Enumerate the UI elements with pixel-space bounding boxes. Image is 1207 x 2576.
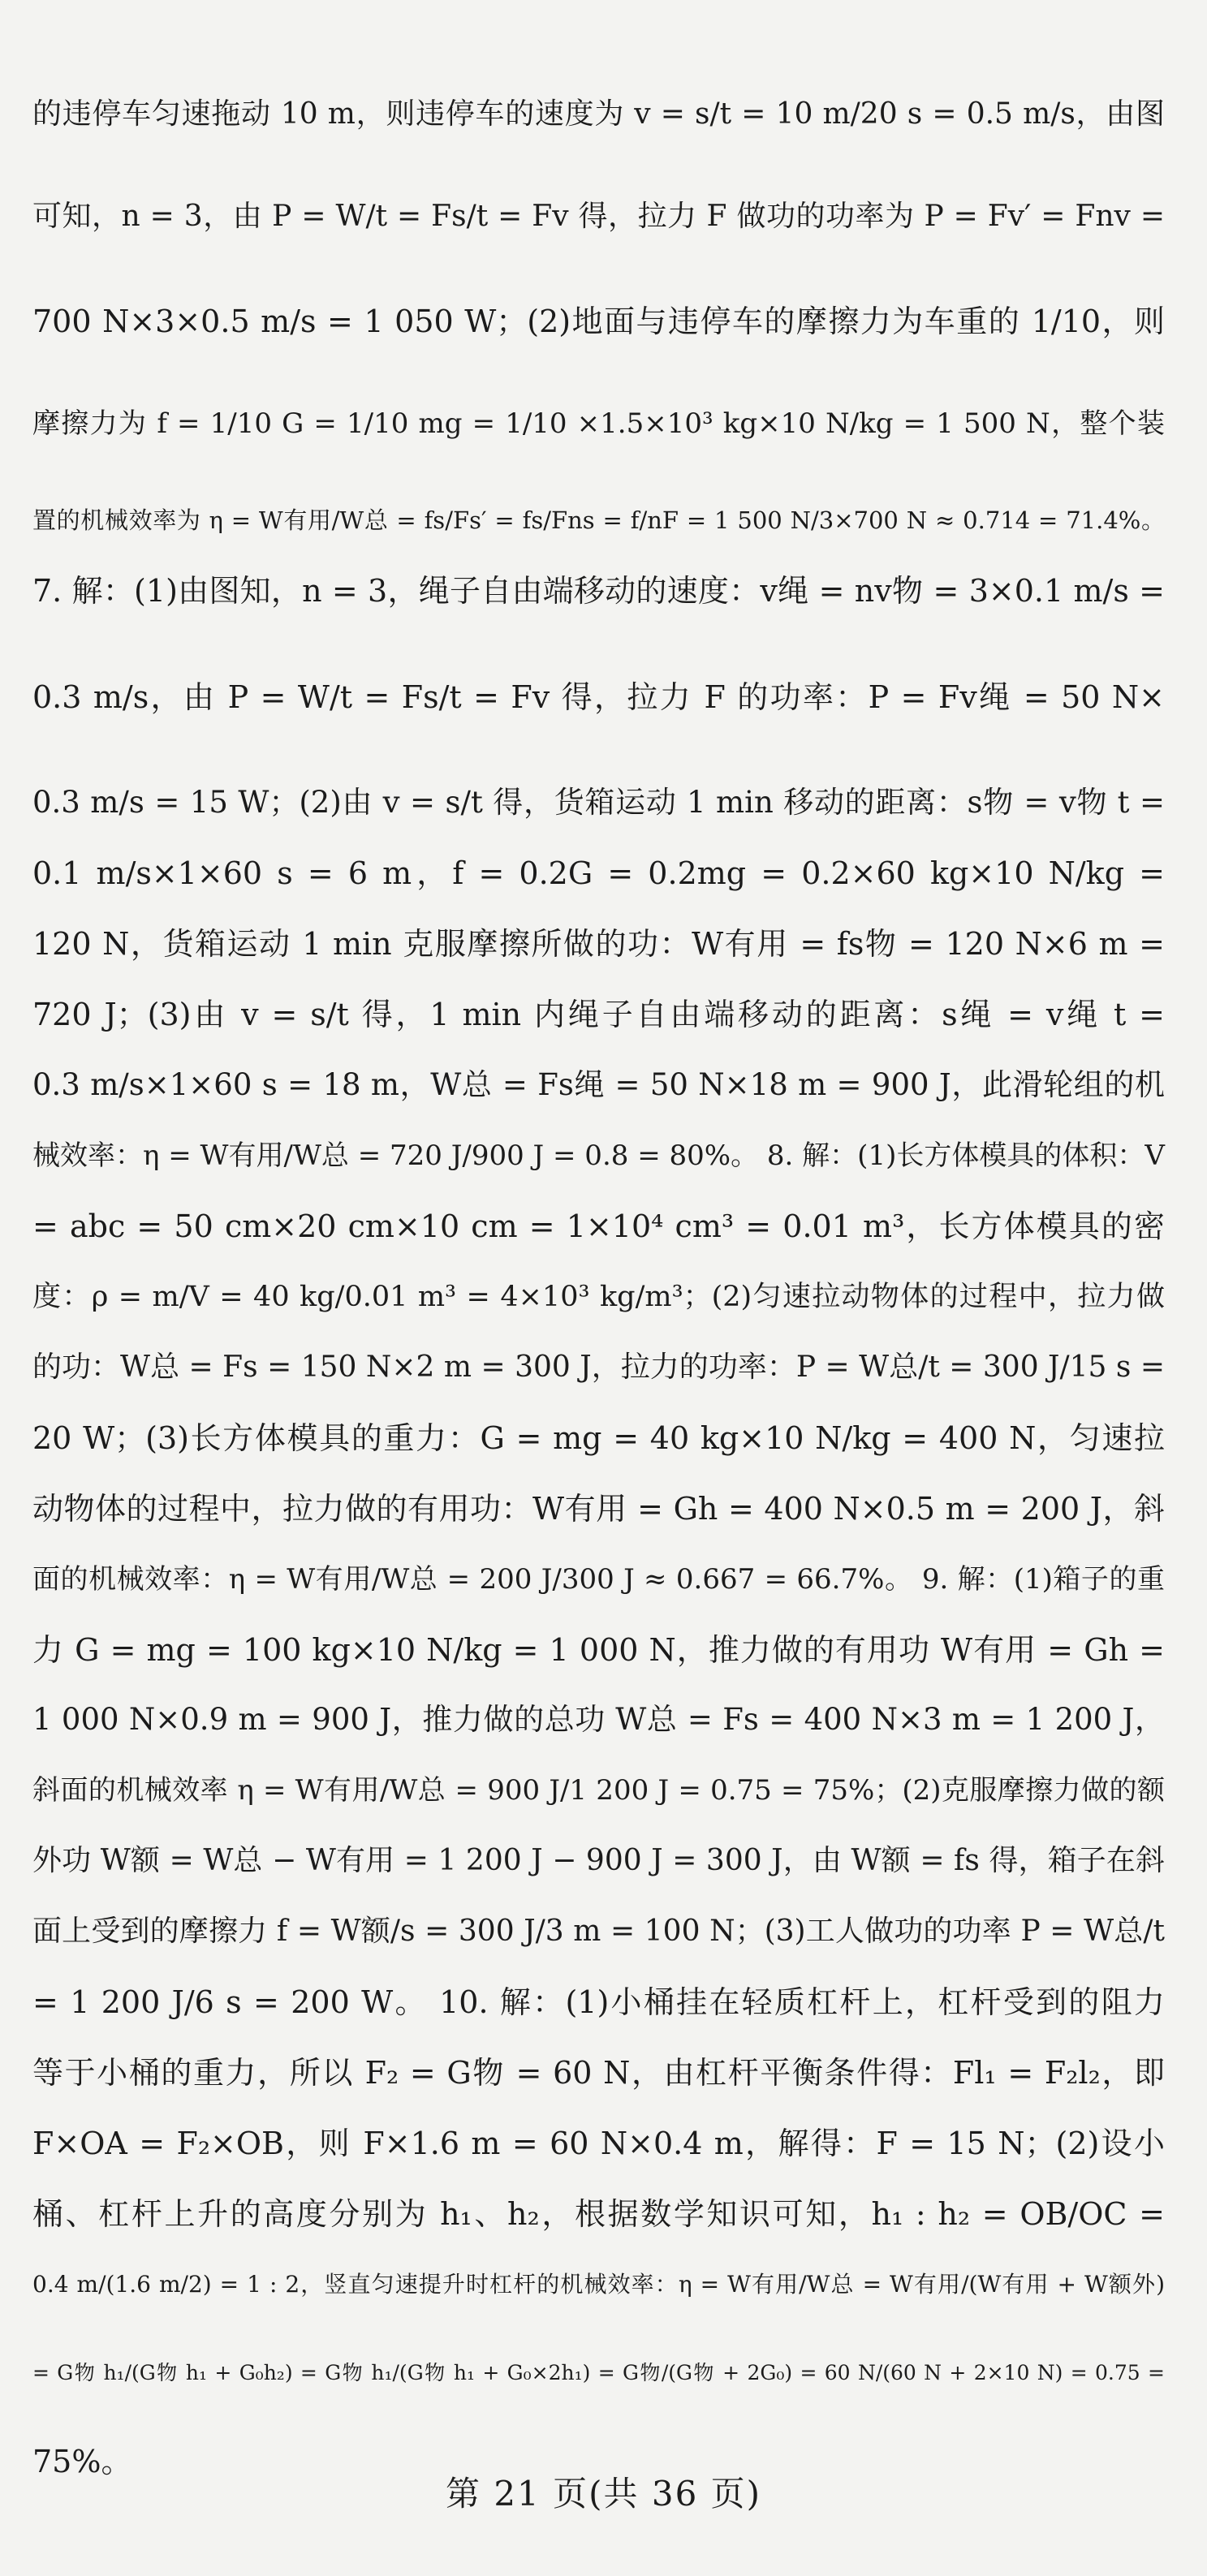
text-line: 7. 解：(1)由图知，n = 3，绳子自由端移动的速度：v绳 = nv物 = 3×0.1 m/s = [32, 573, 1165, 609]
text-line: 75%。 [32, 2444, 132, 2479]
text-line: 0.3 m/s×1×60 s = 18 m，W总 = Fs绳 = 50 N×18 m = 900 J，此滑轮组的机 [32, 1067, 1165, 1102]
text-line: 0.3 m/s，由 P = W/t = Fs/t = Fv 得，拉力 F 的功率：P = Fv绳 = 50 N× [32, 679, 1165, 715]
text-line: 可知，n = 3，由 P = W/t = Fs/t = Fv 得，拉力 F 做功的功率为 P = Fv′ = Fnv = [32, 200, 1165, 233]
text-line: 桶、杠杆上升的高度分别为 h₁、h₂，根据数学知识可知，h₁ : h₂ = OB/OC = [32, 2196, 1165, 2232]
text-line: 力 G = mg = 100 kg×10 N/kg = 1 000 N，推力做的有用功 W有用 = Gh = [32, 1632, 1165, 1668]
text-line: F×OA = F₂×OB，则 F×1.6 m = 60 N×0.4 m，解得：F = 15 N；(2)设小 [32, 2126, 1165, 2161]
text-line: 20 W；(3)长方体模具的重力：G = mg = 40 kg×10 N/kg = 400 N，匀速拉 [32, 1420, 1165, 1456]
text-line: 等于小桶的重力，所以 F₂ = G物 = 60 N，由杠杆平衡条件得：Fl₁ = F₂l₂，即 [32, 2055, 1165, 2091]
text-line: 的违停车匀速拖动 10 m，则违停车的速度为 v = s/t = 10 m/20 s = 0.5 m/s，由图 [32, 97, 1165, 131]
text-line: 0.3 m/s = 15 W；(2)由 v = s/t 得，货箱运动 1 min 移动的距离：s物 = v物 t = [32, 785, 1165, 820]
text-line: 摩擦力为 f = 1/10 G = 1/10 mg = 1/10 ×1.5×10³ kg×10 N/kg = 1 500 N，整个装 [32, 407, 1165, 440]
text-line: 1 000 N×0.9 m = 900 J，推力做的总功 W总 = Fs = 400 N×3 m = 1 200 J， [32, 1702, 1165, 1737]
text-line: 斜面的机械效率 η = W有用/W总 = 900 J/1 200 J = 0.75 = 75%；(2)克服摩擦力做的额 [32, 1774, 1165, 1807]
text-line: 械效率：η = W有用/W总 = 720 J/900 J = 0.8 = 80%。 8. 解：(1)长方体模具的体积：V [32, 1139, 1165, 1172]
text-line: 面上受到的摩擦力 f = W额/s = 300 J/3 m = 100 N；(3)工人做功的功率 P = W总/t [32, 1915, 1165, 1948]
text-line: = 1 200 J/6 s = 200 W。 10. 解：(1)小桶挂在轻质杠杆上，杠杆受到的阻力 [32, 1984, 1165, 2020]
text-line: 面的机械效率：η = W有用/W总 = 200 J/300 J ≈ 0.667 = 66.7%。 9. 解：(1)箱子的重 [32, 1563, 1165, 1596]
text-line: 0.4 m/(1.6 m/2) = 1 : 2，竖直匀速提升时杠杆的机械效率：η = W有用/W总 = W有用/(W有用 + W额外) [32, 2271, 1165, 2298]
text-line: 0.1 m/s×1×60 s = 6 m，f = 0.2G = 0.2mg = 0.2×60 kg×10 N/kg = [32, 855, 1165, 891]
text-line: 度：ρ = m/V = 40 kg/0.01 m³ = 4×10³ kg/m³；(2)匀速拉动物体的过程中，拉力做 [32, 1281, 1165, 1313]
text-line: 置的机械效率为 η = W有用/W总 = fs/Fs′ = fs/Fns = f/nF = 1 500 N/3×700 N ≈ 0.714 = 71.4%。 [32, 506, 1165, 534]
text-line: 700 N×3×0.5 m/s = 1 050 W；(2)地面与违停车的摩擦力为车重的 1/10，则 [32, 304, 1165, 339]
text-line: 120 N，货箱运动 1 min 克服摩擦所做的功：W有用 = fs物 = 120 N×6 m = [32, 926, 1165, 962]
text-line: 的功：W总 = Fs = 150 N×2 m = 300 J，拉力的功率：P = W总/t = 300 J/15 s = [32, 1350, 1165, 1384]
text-line: 720 J；(3)由 v = s/t 得，1 min 内绳子自由端移动的距离：s绳 = v绳 t = [32, 997, 1165, 1032]
text-line: = abc = 50 cm×20 cm×10 cm = 1×10⁴ cm³ = 0.01 m³，长方体模具的密 [32, 1208, 1165, 1244]
text-line: 动物体的过程中，拉力做的有用功：W有用 = Gh = 400 N×0.5 m = 200 J，斜 [32, 1491, 1165, 1527]
text-line: = G物 h₁/(G物 h₁ + G₀h₂) = G物 h₁/(G物 h₁ + G₀×2h₁) = G物/(G物 + 2G₀) = 60 N/(60 N + 2×10 N) = 0.75 = [32, 2361, 1165, 2384]
text-line: 外功 W额 = W总 − W有用 = 1 200 J − 900 J = 300 J，由 W额 = fs 得，箱子在斜 [32, 1844, 1165, 1877]
page-footer: 第 21 页(共 36 页) [445, 2474, 762, 2514]
